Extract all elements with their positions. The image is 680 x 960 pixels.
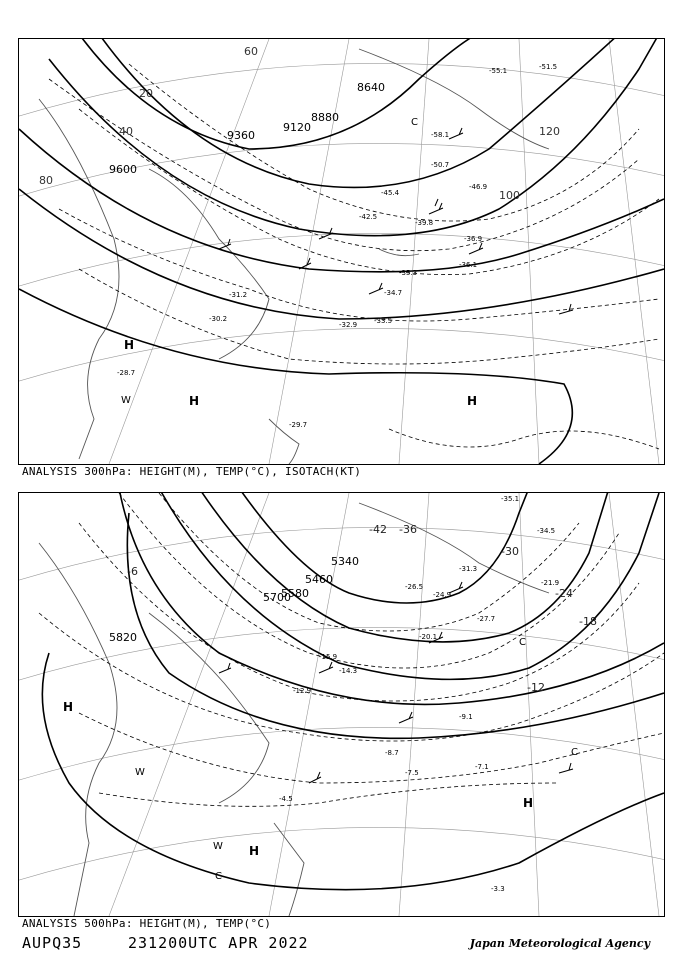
high-center: H — [189, 394, 200, 408]
temp-contour-label: -18 — [579, 615, 597, 628]
caption-300hpa: ANALYSIS 300hPa: HEIGHT(M), TEMP(°C), ISOTACH(KT) — [22, 465, 362, 478]
warm-center: W — [135, 767, 145, 778]
obs-label: -27.7 — [477, 615, 496, 623]
temp-label: -51.5 — [539, 63, 558, 71]
height-label: 5700 — [263, 591, 291, 604]
high-center: H — [523, 796, 534, 810]
temp-contour-label: -36 — [399, 523, 417, 536]
temp-label: -35.3 — [399, 269, 418, 277]
obs-label: -12.9 — [293, 687, 312, 695]
obs-label: -15.9 — [319, 653, 338, 661]
cold-center: C — [519, 637, 526, 648]
obs-label: -9.1 — [459, 713, 473, 721]
height-contours — [19, 39, 664, 464]
temp-label: -39.8 — [415, 219, 434, 227]
temp-contour-label: -6 — [127, 565, 138, 578]
isotach-label: 20 — [139, 87, 153, 100]
temp-contour-label: -30 — [501, 545, 519, 558]
temp-contour-label: -12 — [527, 681, 545, 694]
temp-contours — [39, 493, 664, 806]
agency-name: Japan Meteorological Agency — [469, 937, 650, 950]
obs-label: -7.1 — [475, 763, 489, 771]
temp-label: -50.7 — [431, 161, 450, 169]
chart-300hpa — [18, 38, 665, 465]
temp-label: -46.9 — [469, 183, 488, 191]
cold-center: C — [571, 747, 578, 758]
temp-label: -31.2 — [229, 291, 248, 299]
temp-label: -58.1 — [431, 131, 450, 139]
wind-barbs — [219, 128, 573, 314]
temp-contour-label: -24 — [555, 587, 573, 600]
isotach-label: 100 — [499, 189, 520, 202]
obs-label: -24.9 — [433, 591, 452, 599]
isotach-label: 40 — [119, 125, 133, 138]
high-center: H — [467, 394, 478, 408]
high-center: H — [249, 844, 260, 858]
pressure-centers — [63, 637, 578, 882]
temp-label: -28.7 — [117, 369, 136, 377]
height-label: 5340 — [331, 555, 359, 568]
isotach-label: 60 — [244, 45, 258, 58]
height-label: 8640 — [357, 81, 385, 94]
isotach-label: 120 — [539, 125, 560, 138]
chart-500hpa — [18, 492, 665, 917]
obs-label: -3.3 — [491, 885, 505, 893]
obs-label: -21.9 — [541, 579, 560, 587]
temp-label: -33.5 — [374, 317, 393, 325]
height-label: 9360 — [227, 129, 255, 142]
cold-center: C — [215, 871, 222, 882]
warm-center: W — [213, 841, 223, 852]
obs-label: -26.5 — [405, 583, 424, 591]
isotach-label: 80 — [39, 174, 53, 187]
warm-center: W — [121, 395, 131, 406]
obs-label: -14.3 — [339, 667, 358, 675]
obs-label: -34.5 — [537, 527, 556, 535]
temp-label: -42.5 — [359, 213, 378, 221]
height-label: 8880 — [311, 111, 339, 124]
high-center: H — [124, 338, 135, 352]
temp-label: -34.7 — [384, 289, 403, 297]
height-label: 5460 — [305, 573, 333, 586]
temp-label: -30.2 — [209, 315, 228, 323]
height-label: 9120 — [283, 121, 311, 134]
temp-label: -45.4 — [381, 189, 400, 197]
graticule — [19, 39, 664, 464]
chart-500hpa-svg — [19, 493, 664, 916]
obs-label: -4.5 — [279, 795, 293, 803]
obs-label: -7.5 — [405, 769, 419, 777]
temp-label: -32.9 — [339, 321, 358, 329]
height-label: 9600 — [109, 163, 137, 176]
chart-300hpa-svg — [19, 39, 664, 464]
cold-center: C — [411, 117, 418, 128]
temp-label: -55.1 — [489, 67, 508, 75]
temp-label: -29.7 — [289, 421, 308, 429]
pressure-centers — [121, 117, 477, 408]
product-code: AUPQ35 — [22, 934, 83, 952]
height-contours — [42, 493, 664, 890]
obs-label: -31.3 — [459, 565, 478, 573]
high-center: H — [63, 700, 74, 714]
height-label: 5820 — [109, 631, 137, 644]
caption-500hpa: ANALYSIS 500hPa: HEIGHT(M), TEMP(°C) — [22, 917, 272, 930]
obs-label: -8.7 — [385, 749, 399, 757]
height-label: 5580 — [281, 587, 309, 600]
temp-label: -36.9 — [464, 235, 483, 243]
valid-time: 231200UTC APR 2022 — [128, 934, 309, 952]
obs-label: -20.1 — [419, 633, 438, 641]
temp-contour-label: -42 — [369, 523, 387, 536]
obs-label: -35.1 — [501, 495, 520, 503]
temp-label: -36.1 — [459, 261, 478, 269]
